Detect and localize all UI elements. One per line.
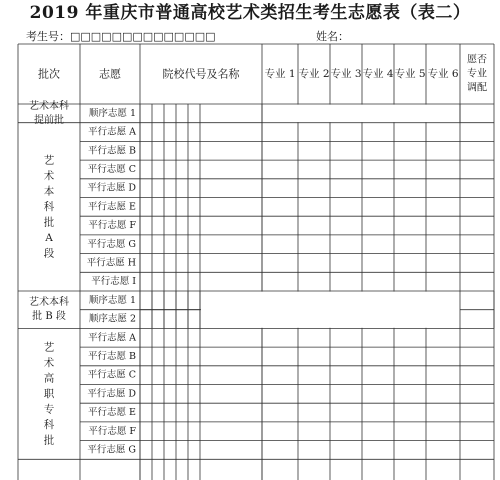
- header-school: 院校代号及名称: [162, 67, 240, 81]
- batch-label-1: 提前批: [34, 114, 64, 126]
- header-adjust-2: 专业: [467, 68, 487, 80]
- header-major-5: 专业 5: [394, 68, 426, 80]
- header-major-6: 专业 6: [427, 68, 459, 80]
- choice-label: 顺序志愿 1: [88, 107, 136, 119]
- choice-label: 平行志愿 C: [87, 369, 136, 381]
- batch-label-1: 艺术本科: [29, 100, 69, 112]
- batch-label-2: 术: [43, 169, 55, 182]
- choice-label: 平行志愿 B: [87, 350, 136, 362]
- name-label: 姓名：: [316, 30, 349, 43]
- choice-label: 平行志愿 D: [87, 182, 136, 194]
- batch-label-4: 科: [43, 418, 55, 431]
- choice-label: 平行志愿 F: [88, 425, 136, 437]
- batch-label-2: 艺: [43, 154, 55, 167]
- choice-label: 顺序志愿 2: [88, 313, 136, 325]
- choice-label: 平行志愿 H: [86, 257, 136, 269]
- header-batch: 批次: [38, 67, 60, 81]
- batch-label-2: 科: [43, 200, 55, 213]
- batch-label-2: 本: [43, 185, 55, 198]
- batch-label-4: 职: [43, 387, 55, 400]
- batch-label-4: 艺: [43, 341, 55, 354]
- choice-label: 平行志愿 A: [88, 332, 136, 344]
- choice-label: 平行志愿 I: [91, 276, 136, 288]
- choice-label: 平行志愿 F: [88, 220, 136, 232]
- batch-label-3: 艺术本科: [29, 297, 69, 309]
- batch-label-4: 专: [43, 403, 55, 416]
- batch-label-2: 批: [43, 216, 55, 229]
- batch-label-2: 段: [43, 247, 55, 260]
- batch-label-4: 高: [43, 372, 55, 385]
- header-choice: 志愿: [99, 67, 121, 81]
- choice-label: 平行志愿 G: [87, 444, 136, 456]
- choice-label: 平行志愿 G: [87, 238, 136, 250]
- choice-label: 平行志愿 C: [87, 163, 136, 175]
- exam-number-label: 考生号：: [26, 30, 70, 43]
- exam-number-boxes[interactable]: □□□□□□□□□□□□□□: [70, 30, 216, 43]
- batch-b-merged-area: [201, 292, 493, 328]
- header-adjust-1: 愿否: [467, 54, 487, 66]
- choice-label: 平行志愿 E: [88, 201, 136, 213]
- choice-label: 平行志愿 D: [87, 388, 136, 400]
- header-major-4: 专业 4: [362, 68, 394, 80]
- batch-label-4: 批: [43, 434, 55, 447]
- choice-label: 平行志愿 E: [88, 407, 136, 419]
- form-title: 2019 年重庆市普通高校艺术类招生考生志愿表（表二）: [29, 3, 471, 23]
- header-major-2: 专业 2: [298, 68, 330, 80]
- first-batch-row-area: [263, 105, 460, 123]
- header-major-1: 专业 1: [264, 68, 296, 80]
- batch-label-2: A: [45, 231, 53, 244]
- header-adjust-3: 调配: [467, 82, 487, 94]
- batch-label-3: 批 B 段: [32, 311, 66, 323]
- choice-label: 顺序志愿 1: [88, 294, 136, 306]
- header-major-3: 专业 3: [330, 68, 362, 80]
- choice-label: 平行志愿 B: [87, 145, 136, 157]
- batch-label-4: 术: [43, 356, 55, 369]
- choice-label: 平行志愿 A: [88, 126, 136, 138]
